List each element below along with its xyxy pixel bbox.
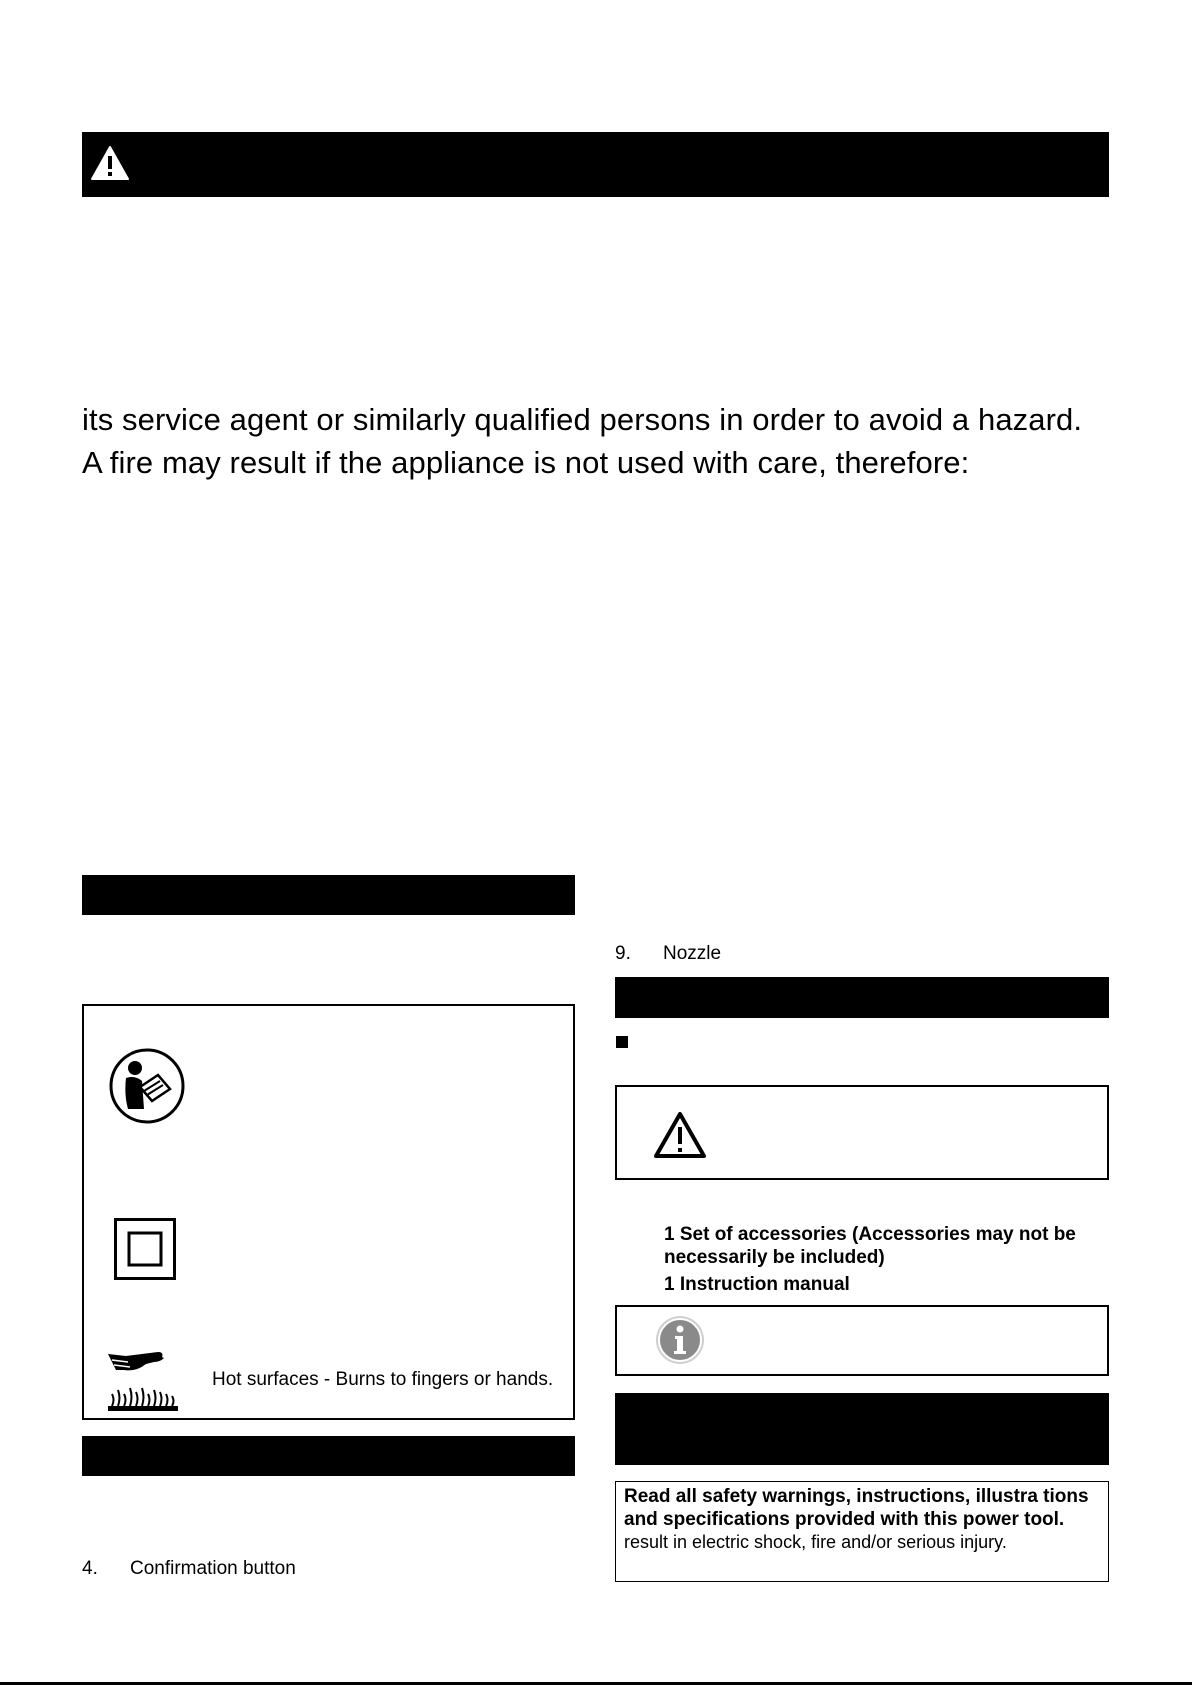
warning-text-line-1: its service agent or similarly qualified persons in order to avoid a hazard. <box>82 402 1083 437</box>
left-section-header-bar-2 <box>82 1436 575 1476</box>
list-item-label: Nozzle <box>663 943 722 964</box>
package-item-2: 1 Instruction manual <box>664 1274 850 1295</box>
left-section-header-bar <box>82 875 575 915</box>
safety-notice-box <box>615 1481 1109 1582</box>
right-section-header-bar <box>615 977 1109 1018</box>
info-icon <box>655 1315 705 1365</box>
double-insulation-icon <box>114 1218 178 1282</box>
warning-triangle-outline-icon <box>653 1111 707 1159</box>
warning-header-bar <box>82 132 1109 197</box>
list-item-number: 4. <box>82 1558 98 1579</box>
safety-header-block <box>615 1393 1109 1465</box>
list-item-number: 9. <box>615 943 631 964</box>
package-item-1: 1 Set of accessories (Accessories may not be necessarily be included) <box>664 1224 1076 1268</box>
symbols-box <box>82 1004 575 1420</box>
square-bullet-icon <box>616 1036 628 1048</box>
read-manual-icon <box>108 1047 186 1125</box>
warning-box <box>615 1085 1109 1180</box>
warning-triangle-icon <box>90 145 130 181</box>
info-box <box>615 1305 1109 1376</box>
list-item-label: Confirmation button <box>130 1558 296 1579</box>
hot-surface-label: Hot surfaces - Burns to fingers or hands. <box>212 1369 554 1390</box>
safety-notice-bold: Read all safety warnings, instructions, illustra tions and specifications provided with this power tool. <box>624 1486 1089 1530</box>
hot-surface-icon <box>106 1348 182 1412</box>
safety-notice-text: result in electric shock, fire and/or serious injury. <box>624 1532 1007 1552</box>
warning-text-line-2: A fire may result if the appliance is not used with care, therefore: <box>82 445 970 480</box>
